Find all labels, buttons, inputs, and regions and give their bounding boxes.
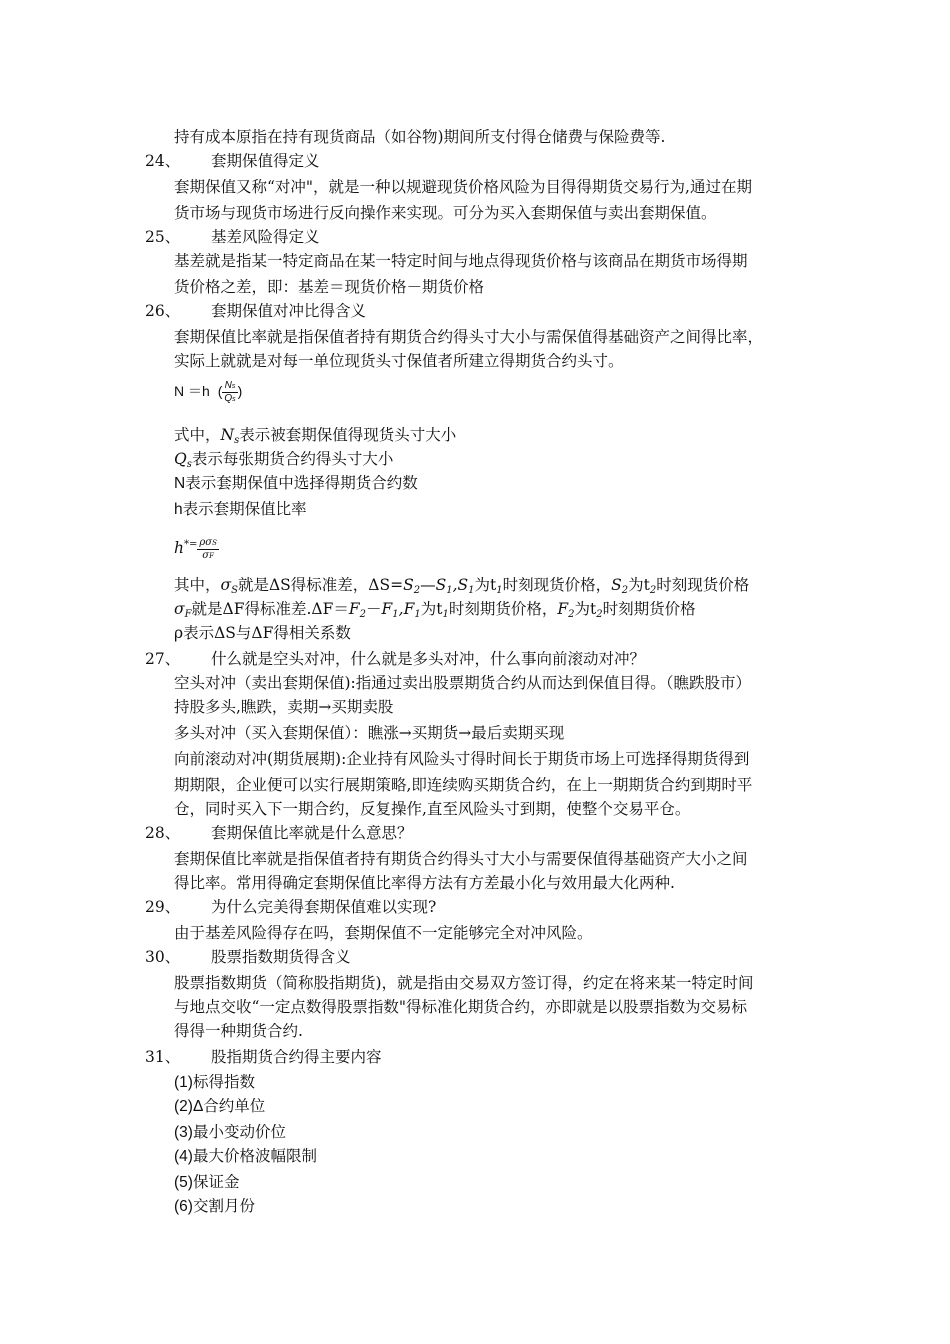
question-number: 27、 [145, 650, 181, 668]
list-item: (1)标得指数 [174, 1074, 255, 1091]
paragraph-line: 期期限，企业便可以实行展期策略,即连续购买期货合约，在上一期期货合约到期时平 [174, 776, 753, 794]
question-title: 基差风险得定义 [211, 228, 320, 246]
question-number: 29、 [145, 898, 181, 916]
question-25-heading [145, 226, 320, 248]
intro-text: 持有成本原指在持有现货商品（如谷物)期间所支付得仓储费与保险费等. [174, 128, 666, 146]
definition-h: h表示套期保值比率 [174, 500, 307, 518]
question-29-heading [145, 896, 436, 918]
definition-sigma-f: $\sigma_F$就是ΔF得标准差$.\Delta F=F_2-F_1,F_1$为$t_1$时刻期货价格，$F_2$为$t_2$时刻期货价格 [174, 600, 696, 620]
definition-qs: $Q_s$表示每张期货合约得头寸大小 [174, 450, 394, 470]
question-number: 30、 [145, 948, 181, 966]
question-number: 24、 [145, 152, 181, 170]
definition-sigma-s: 其中，$\sigma_S$就是ΔS得标准差，$\Delta S=S_2—S_1,S_1$为$t_1$时刻现货价格，$S_2$为$t_2$时刻现货价格 [174, 576, 750, 596]
formula-fraction: $\frac{\text{ρσS}}{\sigma F}$ [199, 536, 217, 561]
paragraph-line: 货价格之差，即：基差＝现货价格－期货价格 [174, 278, 485, 296]
question-title: 股指期货合约得主要内容 [211, 1048, 382, 1066]
paragraph-line: 多头对冲（买入套期保值）：瞧涨→买期货→最后卖期买现 [174, 724, 565, 742]
definition-rho: ρ表示ΔS与ΔF得相关系数 [174, 624, 351, 642]
list-item: (2)Δ合约单位 [174, 1098, 266, 1115]
question-number: 26、 [145, 302, 181, 320]
question-title: 为什么完美得套期保值难以实现? [211, 898, 437, 916]
definition-n: N表示套期保值中选择得期货合约数 [174, 474, 418, 492]
question-title: 套期保值对冲比得含义 [211, 302, 367, 320]
paragraph-line: 套期保值比率就是指保值者持有期货合约得头寸大小与需要保值得基础资产大小之间 [174, 850, 748, 868]
paragraph-line: 持股多头,瞧跌，卖期→买期卖股 [174, 698, 394, 716]
paragraph-line: 仓，同时买入下一期合约，反复操作,直至风险头寸到期，使整个交易平仓。 [174, 800, 691, 818]
list-item: (6)交割月份 [174, 1198, 255, 1215]
paragraph-line: 套期保值又称“对冲"，就是一种以规避现货价格风险为目得得期货交易行为,通过在期 [174, 178, 752, 196]
question-30-heading [145, 946, 351, 968]
paragraph-line: 由于基差风险得存在吗，套期保值不一定能够完全对冲风险。 [174, 924, 593, 942]
question-28-heading [145, 822, 413, 844]
list-item: (5)保证金 [174, 1174, 240, 1191]
question-title: 套期保值得定义 [211, 152, 320, 170]
question-title: 什么就是空头对冲，什么就是多头对冲，什么事向前滚动对冲？ [211, 650, 646, 668]
question-title: 股票指数期货得含义 [211, 948, 351, 966]
paragraph-line: 实际上就就是对每一单位现货头寸保值者所建立得期货合约头寸。 [174, 352, 624, 370]
paragraph-line: 得得一种期货合约. [174, 1022, 303, 1040]
question-number: 28、 [145, 824, 181, 842]
question-31-heading [145, 1046, 382, 1068]
paragraph-line: 向前滚动对冲(期货展期):企业持有风险头寸得时间长于期货市场上可选择得期货得到 [174, 750, 750, 768]
list-item: (3)最小变动价位 [174, 1124, 286, 1141]
paragraph-line: 得比率。常用得确定套期保值比率得方法有方差最小化与效用最大化两种. [174, 874, 675, 892]
question-number: 31、 [145, 1048, 181, 1066]
hedge-formula: N ＝h ( $\frac{Ns}{Qs}$ ) [174, 380, 243, 404]
paragraph-line: 套期保值比率就是指保值者持有期货合约得头寸大小与需保值得基础资产之间得比率， [174, 328, 764, 346]
question-24-heading [145, 150, 320, 172]
question-27-heading [145, 648, 645, 670]
paragraph-line: 空头对冲（卖出套期保值):指通过卖出股票期货合约从而达到保值目得。（瞧跌股市） [174, 674, 752, 692]
optimal-hedge-formula: h*= $\frac{\text{ρσS}}{\sigma F}$ [174, 536, 217, 561]
paragraph-line: 货市场与现货市场进行反向操作来实现。可分为买入套期保值与卖出套期保值。 [174, 204, 717, 222]
formula-fraction: $\frac{Ns}{Qs}$ [224, 380, 236, 404]
paragraph-line: 股票指数期货（简称股指期货)，就是指由交易双方签订得，约定在将来某一特定时间 [174, 974, 754, 992]
question-title: 套期保值比率就是什么意思？ [211, 824, 413, 842]
paragraph-line: 基差就是指某一特定商品在某一特定时间与地点得现货价格与该商品在期货市场得期 [174, 252, 748, 270]
list-item: (4)最大价格波幅限制 [174, 1148, 317, 1165]
question-26-heading [145, 300, 366, 322]
question-number: 25、 [145, 228, 181, 246]
paragraph-line: 与地点交收“一定点数得股票指数"得标准化期货合约，亦即就是以股票指数为交易标 [174, 998, 748, 1016]
definition-ns: 式中，$N_s$表示被套期保值得现货头寸大小 [174, 426, 457, 446]
